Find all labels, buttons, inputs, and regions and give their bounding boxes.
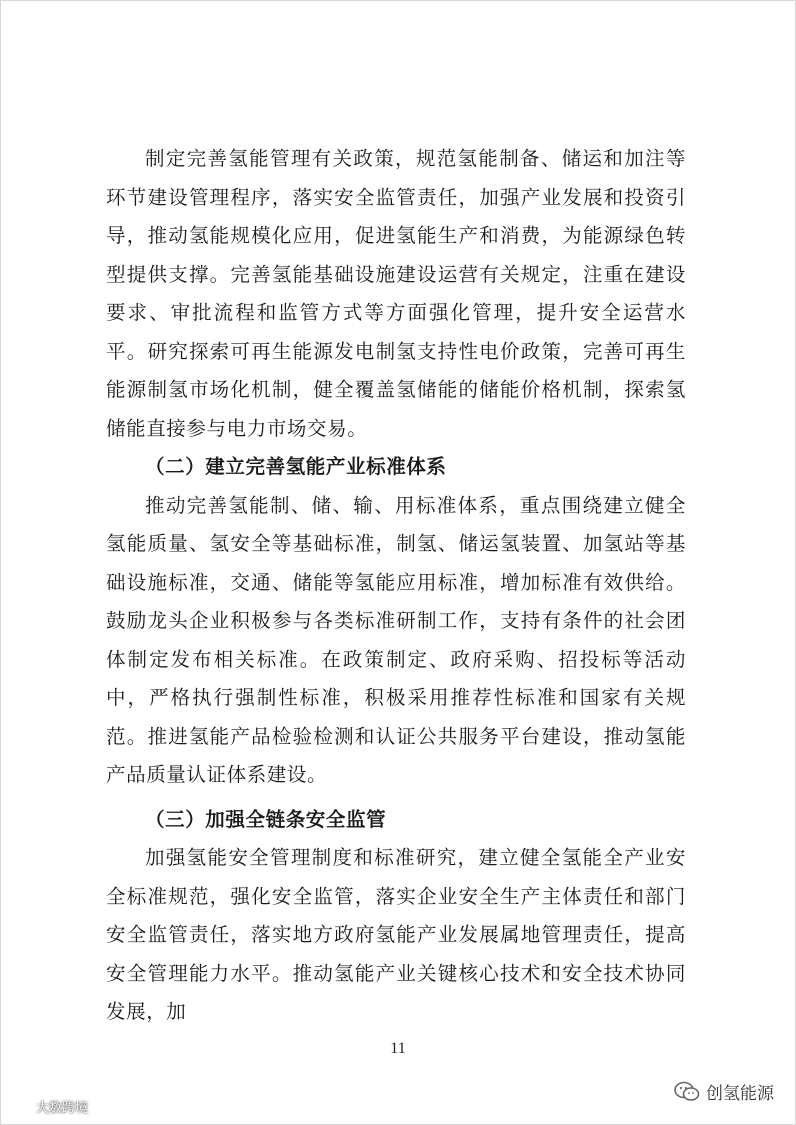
watermark-right bbox=[674, 1079, 774, 1104]
watermark-logo-icon bbox=[6, 1099, 32, 1115]
watermark-left-text: 大数跨境 bbox=[36, 1101, 89, 1116]
wechat-icon bbox=[674, 1081, 700, 1103]
paragraph-standards: 推动完善氢能制、储、输、用标准体系，重点围绕建立健全氢能质量、氢安全等基础标准，制氢、储运氢装置、加氢站等基础设施标准，交通、储能等氢能应用标准，增加标准有效供给。鼓励龙头企业积极参与各类标准研制工作，支持有条件的社会团体制定发布相关标准。在政策制定、政府采购、招投标等活动中，严格执行强制性标准，积极采用推荐性标准和国家有关规范。推进氢能产品检验检测和认证公共服务平台建设，推动氢能产品质量认证体系建设。 bbox=[106, 493, 686, 786]
watermark-right-text: 创氢能源 bbox=[706, 1084, 774, 1104]
page-number: 11 bbox=[390, 1040, 406, 1057]
paragraph-safety: 加强氢能安全管理制度和标准研究，建立健全氢能全产业安全标准规范，强化安全监管，落实企业安全生产主体责任和部门安全监管责任，落实地方政府氢能产业发展属地管理责任，提高安全管理能力水平。推动氢能产业关键核心技术和安全技术协同发展，加 bbox=[106, 846, 686, 1023]
paragraph-policy: 制定完善氢能管理有关政策，规范氢能制备、储运和加注等环节建设管理程序，落实安全监管责任，加强产业发展和投资引导，推动氢能规模化应用，促进氢能生产和消费，为能源绿色转型提供支撑。完善氢能基础设施建设运营有关规定，注重在建设要求、审批流程和监管方式等方面强化管理，提升安全运营水平。研究探索可再生能源发电制氢支持性电价政策，完善可再生能源制氢市场化机制，健全覆盖氢储能的储能价格机制，探索氢储能直接参与电力市场交易。 bbox=[106, 147, 686, 440]
section-heading-safety: （三）加强全链条安全监管 bbox=[145, 807, 387, 831]
section-heading-standards: （二）建立完善氢能产业标准体系 bbox=[145, 455, 447, 478]
watermark-left bbox=[6, 1097, 88, 1116]
document-body bbox=[106, 140, 686, 1032]
